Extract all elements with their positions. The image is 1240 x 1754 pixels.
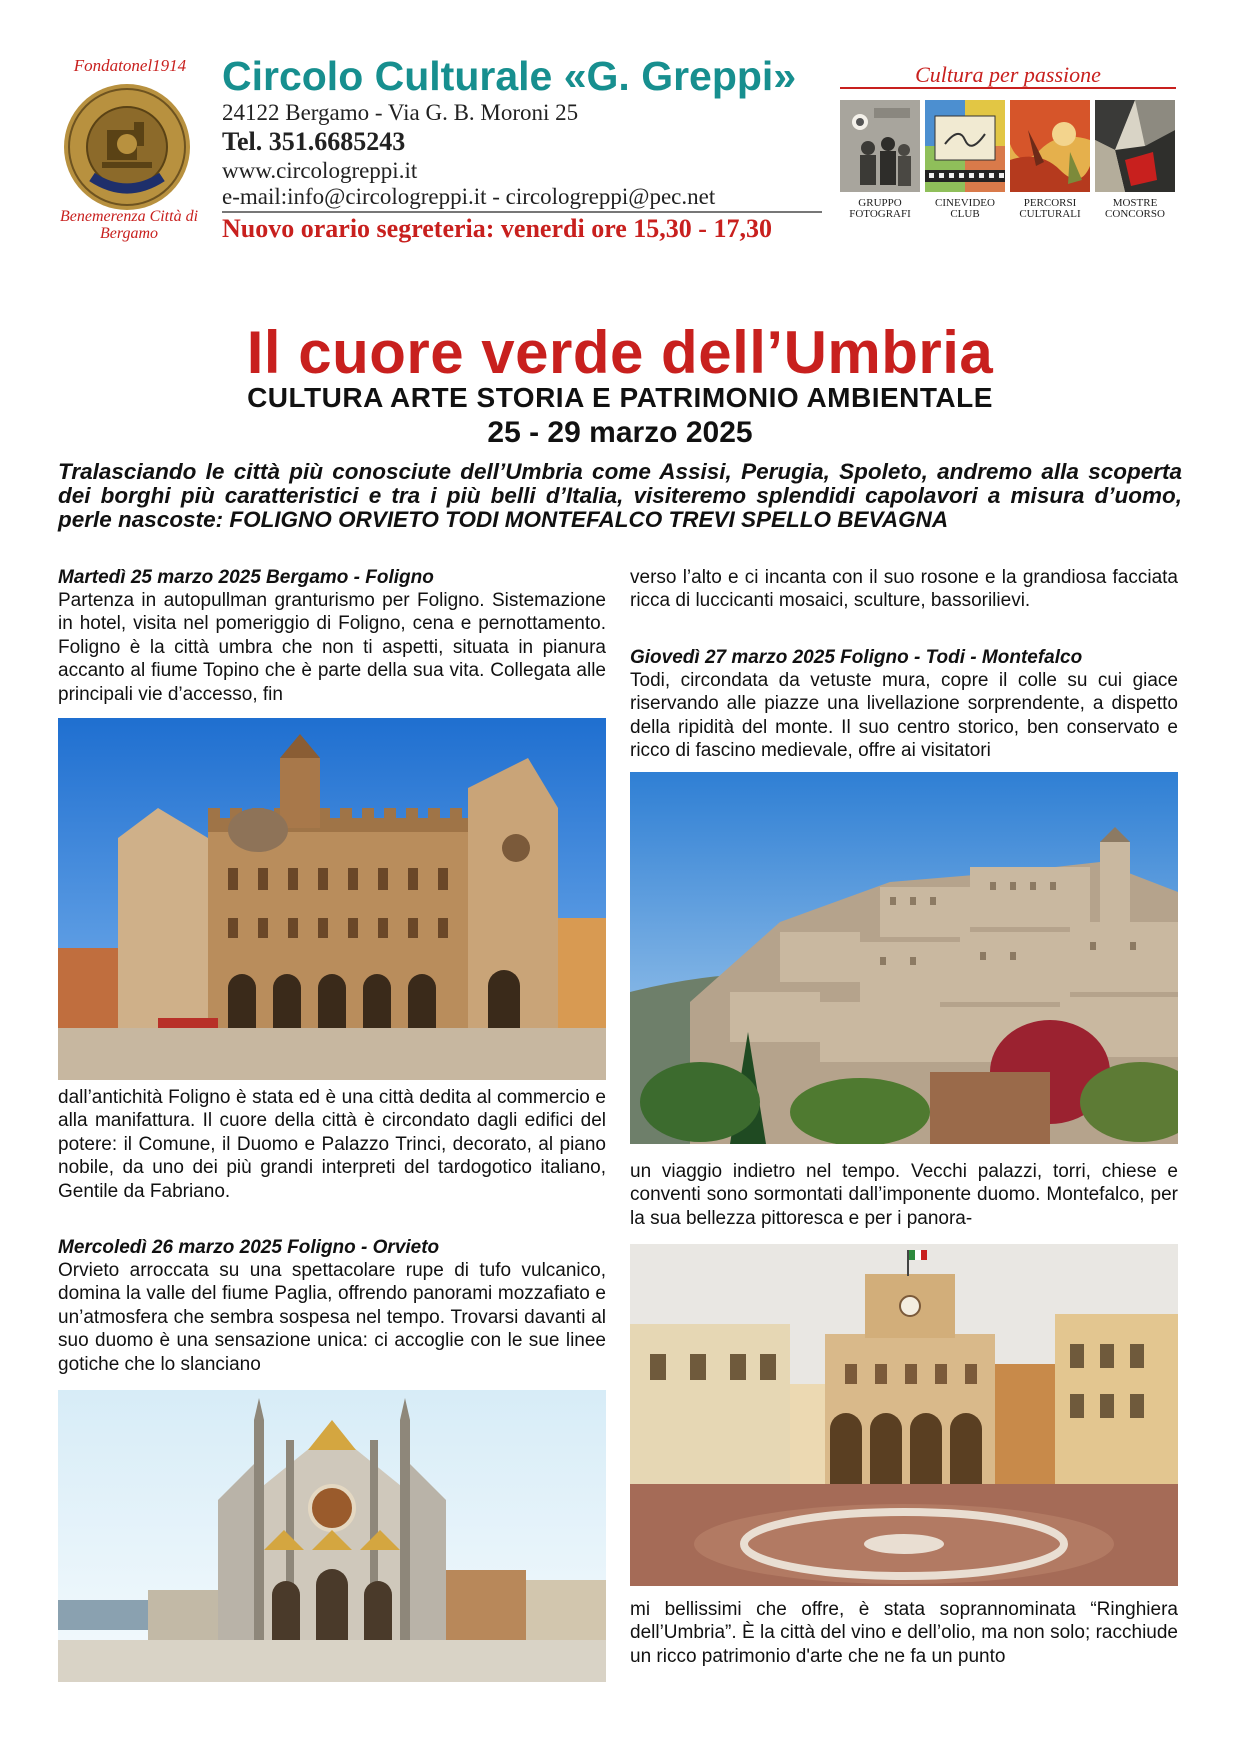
orvieto-photo [58, 1390, 606, 1682]
day3-section-continued [630, 1160, 1178, 1230]
day-text: dall’antichità Foligno è stata ed è una città dedita al commercio e alla manifattura. Il cuore della città è circondato dagli edifici del potere: il Comune, il Duomo e Palazzo Trinci, decorato, al piano nobile, da uno dei più grandi interpreti del tardogotico italiano, Gentile da Fabriano. [58, 1087, 606, 1202]
section-label: MOSTRE CONCORSO [1105, 197, 1165, 220]
abstract-art-thumbnail [1095, 100, 1175, 192]
org-website: www.circologreppi.it [222, 158, 418, 183]
day2-section [58, 1236, 606, 1376]
day-text: Orvieto arroccata su una spettacolare rupe di tufo vulcanico, domina la valle del fiume Paglia, offrendo panorami mozzafiato e un’atmosfera che sembra sospesa nel tempo. Trovarsi davanti al suo duomo è una sensazione unica: ci accoglie con le sue linee gotiche che lo slanciano [58, 1260, 606, 1375]
org-info [222, 52, 796, 210]
intro-paragraph: Tralasciando le città più conosciute dell’Umbria come Assisi, Perugia, Spoleto, andremo alla scoperta dei borghi più caratteristici e tra i più belli d’Italia, visiteremo splendidi capolavori a misura d’uomo, perle nascoste: FOLIGNO ORVIETO TODI MONTEFALCO TREVI SPELLO BEVAGNA [58, 459, 1182, 532]
day-text: un viaggio indietro nel tempo. Vecchi palazzi, torri, chiese e conventi sono sormontati dall’imponente duomo. Montefalco, per la sua bellezza pittoresca e per i panora- [630, 1161, 1178, 1229]
cinevideo-thumbnail [925, 100, 1005, 192]
photo-group-thumbnail [840, 100, 920, 192]
office-hours: Nuovo orario segreteria: venerdi ore 15,30 - 17,30 [222, 214, 772, 243]
day2-section-continued [630, 566, 1178, 613]
day-text: mi bellissimi che offre, è stata soprannominata “Ringhiera dell’Umbria”. È la città del vino e dell’olio, ma non solo; racchiude un ricco patrimonio d'arte che ne fa un punto [630, 1599, 1178, 1667]
org-name: Circolo Culturale «G. Greppi» [222, 53, 797, 99]
day1-section [58, 566, 606, 706]
tagline-block [840, 62, 1176, 90]
tagline-underline [840, 87, 1176, 89]
day-text: verso l’alto e ci incanta con il suo rosone e la grandiosa facciata ricca di luccicanti mosaici, sculture, bassorilievi. [630, 567, 1178, 612]
todi-photo [630, 772, 1178, 1144]
day3-section-final [630, 1598, 1178, 1668]
foligno-photo [58, 718, 606, 1080]
org-email: e-mail:info@circologreppi.it - circologreppi@pec.net [222, 184, 716, 209]
section-gruppo-fotografi [840, 100, 920, 220]
section-label: GRUPPO FOTOGRAFI [849, 197, 911, 220]
founded-label: Fondatonel1914 [73, 56, 187, 75]
page-subtitle: CULTURA ARTE STORIA E PATRIMONIO AMBIENTALE [247, 382, 993, 413]
section-percorsi-culturali [1010, 100, 1090, 220]
montefalco-photo [630, 1244, 1178, 1586]
day3-section [630, 646, 1178, 763]
day-text: Todi, circondata da vetuste mura, copre il colle su cui giace riservando alle piazze una livellazione sorprendente, a dispetto della ripidità del monte. Il suo centro storico, ben conservato e ricco di fascino medievale, offre ai visitatori [630, 670, 1178, 762]
day-heading: Martedì 25 marzo 2025 Bergamo - Foligno [58, 567, 434, 588]
section-cinevideo-club [925, 100, 1005, 220]
letterhead [0, 0, 1240, 260]
section-mostre-concorso [1095, 100, 1175, 220]
club-seal-logo [62, 82, 192, 212]
day1-section-continued [58, 1086, 606, 1203]
day-heading: Mercoledì 26 marzo 2025 Foligno - Orvieto [58, 1237, 440, 1258]
header-divider [222, 211, 822, 213]
honor-label: Benemerenza Città di Bergamo [59, 208, 199, 242]
painting-thumbnail [1010, 100, 1090, 192]
trip-dates: 25 - 29 marzo 2025 [487, 416, 753, 449]
org-phone: Tel. 351.6685243 [222, 127, 406, 156]
section-label: PERCORSI CULTURALI [1019, 197, 1081, 220]
day-heading: Giovedì 27 marzo 2025 Foligno - Todi - Montefalco [630, 647, 1083, 668]
page-title: Il cuore verde dell’Umbria [246, 319, 994, 386]
org-address: 24122 Bergamo - Via G. B. Moroni 25 [222, 100, 579, 125]
section-label: CINEVIDEO CLUB [935, 197, 995, 220]
day-text: Partenza in autopullman granturismo per Foligno. Sistemazione in hotel, visita nel pomeriggio di Foligno, cena e pernottamento. Foligno è la città umbra che non ti aspetti, situata in pianura accanto al fiume Topino che è parte della sua vita. Collegata alle principali vie d’accesso, fin [58, 590, 606, 705]
tagline: Cultura per passione [915, 62, 1101, 87]
